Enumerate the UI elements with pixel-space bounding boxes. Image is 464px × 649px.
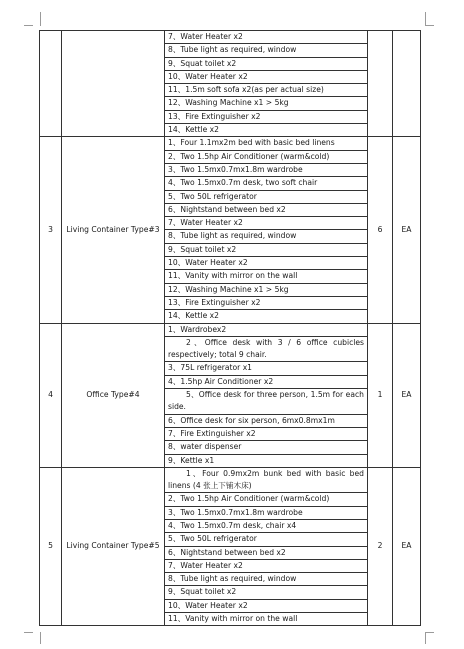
crop-mark-bottom-right [425, 632, 434, 633]
crop-mark-top-right [425, 25, 434, 26]
spec-line-item: 9、Kettle x1 [165, 454, 368, 467]
spec-line-item: 4、Two 1.5mx0.7m desk, two soft chair [165, 177, 368, 190]
table-row [40, 323, 421, 336]
spec-line-item: 10、Water Heater x2 [165, 70, 368, 83]
crop-mark-top-right [425, 12, 434, 26]
table-row [40, 137, 421, 150]
table-row [40, 31, 421, 44]
spec-line-item: 6、Office desk for six person, 6mx0.8mx1m [165, 414, 368, 427]
quantity-cell [368, 31, 393, 137]
spec-line-item: 1、Wardrobex2 [165, 323, 368, 336]
spec-line-item: 8、Tube light as required, window [165, 573, 368, 586]
spec-line-item: 12、Washing Machine x1 > 5kg [165, 283, 368, 296]
spec-line-item: 8、Tube light as required, window [165, 230, 368, 243]
spec-line-item: 3、Two 1.5mx0.7mx1.8m wardrobe [165, 506, 368, 519]
table-row [40, 467, 421, 493]
spec-line-item: 9、Squat toilet x2 [165, 243, 368, 256]
spec-line-item: 4、Two 1.5mx0.7m desk, chair x4 [165, 519, 368, 532]
spec-line-item: 5、Office desk for three person, 1.5m for each side. [165, 389, 368, 415]
unit-cell: EA [393, 467, 421, 626]
unit-cell: EA [393, 137, 421, 323]
spec-line-item: 13、Fire Extinguisher x2 [165, 296, 368, 309]
spec-line-item: 12、Washing Machine x1 > 5kg [165, 97, 368, 110]
spec-line-item: 9、Squat toilet x2 [165, 586, 368, 599]
spec-line-item: 5、Two 50L refrigerator [165, 190, 368, 203]
spec-line-item: 10、Water Heater x2 [165, 257, 368, 270]
spec-line-item: 11、1.5m soft sofa x2(as per actual size) [165, 84, 368, 97]
quantity-cell: 1 [368, 323, 393, 467]
unit-cell [393, 31, 421, 137]
item-name-cell: Office Type#4 [62, 323, 165, 467]
equipment-spec-table [39, 30, 421, 626]
spec-line-item: 7、Water Heater x2 [165, 217, 368, 230]
spec-line-item: 2、Two 1.5hp Air Conditioner (warm&cold) [165, 493, 368, 506]
spec-line-item: 4、1.5hp Air Conditioner x2 [165, 375, 368, 388]
crop-mark-top-left [32, 12, 41, 26]
row-number-cell: 3 [40, 137, 62, 323]
crop-mark-bottom-left [32, 632, 41, 644]
crop-mark-bottom-left [24, 632, 33, 633]
spec-line-item: 5、Two 50L refrigerator [165, 533, 368, 546]
item-name-cell: Living Container Type#5 [62, 467, 165, 626]
spec-line-item: 11、Vanity with mirror on the wall [165, 613, 368, 626]
spec-line-item: 2、Office desk with 3 / 6 office cubicles respectively; total 9 chair. [165, 336, 368, 362]
row-number-cell [40, 31, 62, 137]
spec-line-item: 3、75L refrigerator x1 [165, 362, 368, 375]
crop-mark-bottom-right [425, 632, 434, 644]
item-name-cell [62, 31, 165, 137]
quantity-cell: 6 [368, 137, 393, 323]
spec-line-item: 6、Nightstand between bed x2 [165, 546, 368, 559]
spec-line-item: 6、Nightstand between bed x2 [165, 203, 368, 216]
spec-line-item: 13、Fire Extinguisher x2 [165, 110, 368, 123]
spec-line-item: 7、Fire Extinguisher x2 [165, 427, 368, 440]
spec-line-item: 10、Water Heater x2 [165, 599, 368, 612]
row-number-cell: 4 [40, 323, 62, 467]
quantity-cell: 2 [368, 467, 393, 626]
spec-line-item: 7、Water Heater x2 [165, 31, 368, 44]
spec-line-item: 8、water dispenser [165, 441, 368, 454]
spec-line-item: 1、Four 0.9mx2m bunk bed with basic bed linens (4 张上下铺木床) [165, 467, 368, 493]
spec-line-item: 11、Vanity with mirror on the wall [165, 270, 368, 283]
spec-line-item: 3、Two 1.5mx0.7mx1.8m wardrobe [165, 163, 368, 176]
item-name-cell: Living Container Type#3 [62, 137, 165, 323]
spec-line-item: 9、Squat toilet x2 [165, 57, 368, 70]
spec-line-item: 7、Water Heater x2 [165, 559, 368, 572]
spec-line-item: 8、Tube light as required, window [165, 44, 368, 57]
spec-line-item: 2、Two 1.5hp Air Conditioner (warm&cold) [165, 150, 368, 163]
spec-line-item: 14、Kettle x2 [165, 124, 368, 137]
spec-line-item: 14、Kettle x2 [165, 310, 368, 323]
row-number-cell: 5 [40, 467, 62, 626]
crop-mark-top-left [24, 25, 33, 26]
unit-cell: EA [393, 323, 421, 467]
spec-line-item: 1、Four 1.1mx2m bed with basic bed linens [165, 137, 368, 150]
